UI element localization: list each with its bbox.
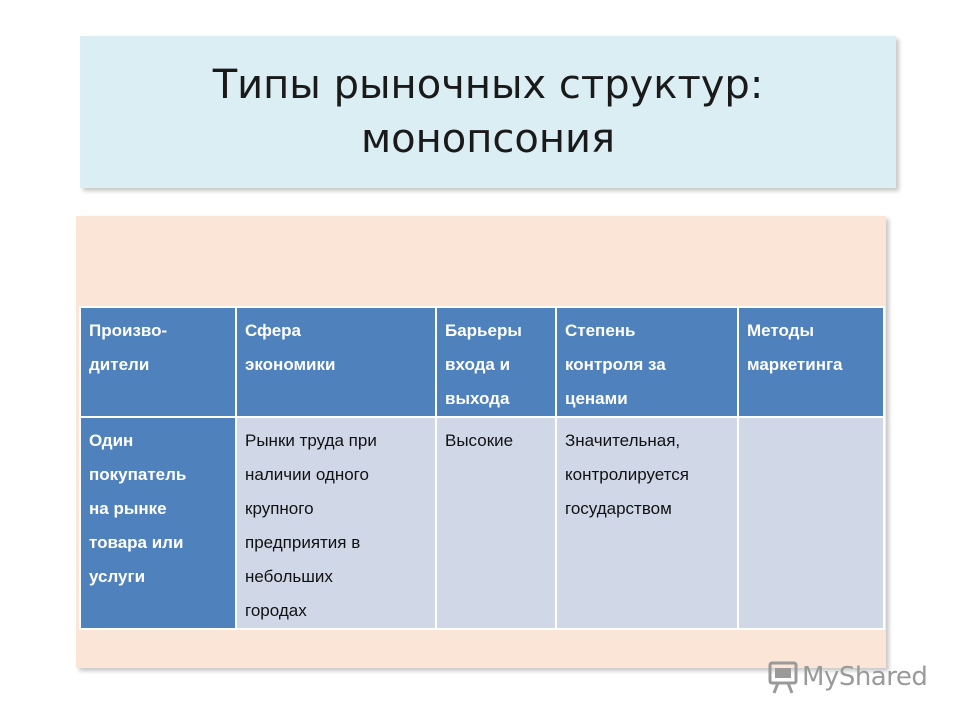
cell-producers xyxy=(80,417,236,629)
header-price-control xyxy=(556,307,738,417)
header-sector xyxy=(236,307,436,417)
slide-title-box xyxy=(80,36,896,188)
table-header-row xyxy=(80,307,884,417)
header-producers xyxy=(80,307,236,417)
watermark-logo xyxy=(768,657,938,697)
table-row xyxy=(80,417,884,629)
slide-title: Типы рыночных структур: монопсония xyxy=(212,62,764,162)
cell-sector-text: Рынки труда при наличии одного крупного предприятия в небольших городах xyxy=(245,431,377,620)
header-barriers-label: Барьеры входа и выхода xyxy=(445,321,522,408)
market-structure-table xyxy=(79,306,885,630)
cell-marketing xyxy=(738,417,884,629)
cell-barriers-text: Высокие xyxy=(445,431,514,450)
header-marketing xyxy=(738,307,884,417)
cell-producers-text: Один покупатель на рынке товара или услуги xyxy=(89,431,187,586)
header-producers-label: Произво- дители xyxy=(89,321,168,374)
presentation-board-icon xyxy=(768,660,798,694)
cell-barriers xyxy=(436,417,556,629)
header-barriers xyxy=(436,307,556,417)
header-sector-label: Сфера экономики xyxy=(245,321,336,374)
header-marketing-label: Методы маркетинга xyxy=(747,321,843,374)
cell-sector xyxy=(236,417,436,629)
header-price-control-label: Степень контроля за ценами xyxy=(565,321,666,408)
watermark-text: MyShared xyxy=(802,662,928,692)
cell-price-control xyxy=(556,417,738,629)
cell-price-control-text: Значительная, контролируется государством xyxy=(565,431,689,518)
